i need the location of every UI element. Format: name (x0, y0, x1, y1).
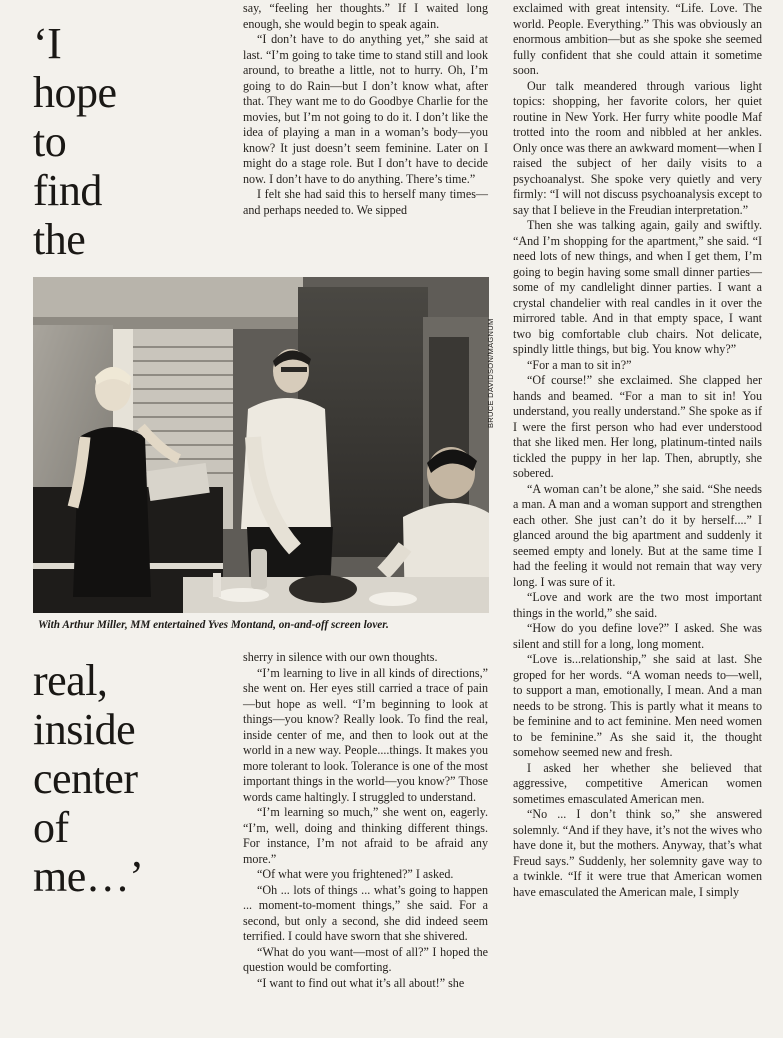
paragraph: “Love and work are the two most important things in the world,” she said. (513, 590, 762, 620)
pull-quote-line: the (33, 215, 86, 264)
pull-quote-line: hope (33, 68, 117, 117)
paragraph: “A woman can’t be alone,” she said. “She needs a man. A man and a woman support and strengthen each other. She just can’t do it by herself....” I glanced around the big apartment and suddenly it seemed empty and lonely. But at the same time I had the feeling it would not remain that way very long. I was sure of it. (513, 481, 762, 589)
photo-credit: BRUCE DAVIDSON/MAGNUM (486, 318, 495, 428)
paragraph: “Oh ... lots of things ... what’s going to happen ... moment-to-moment things,” she said. For a second, but only a second, she did indeed seem terrified. I could have sworn that she shivered. (243, 882, 488, 943)
paragraph: “No ... I don’t think so,” she answered solemnly. “And if they have, it’s not the wives who have done it, but the mothers. Anyway, that’s what Freud says.” Suddenly, her solemnity gave way to a twinkle. “If it were true that American women have emasculated the American male, I simply (513, 807, 762, 899)
paragraph: “I’m learning to live in all kinds of directions,” she went on. Her eyes still carried a trace of pain—but hope as well. “I’m beginning to look at things—you know? Really look. To find the real, inside center of me, and then to look out at the world in a new way. People....things. It makes you more tolerant to look. Tolerance is one of the most important things in the world—you know?” Those words came haltingly. I struggled to understand. (243, 665, 488, 804)
pull-quote-line: real, (33, 656, 108, 705)
paragraph: exclaimed with great intensity. “Life. Love. The world. People. Everything.” This was obviously an enormous ambition—but as she spoke she seemed fully confident that she could attain it sometime soon. (513, 1, 762, 77)
article-column-center-top (243, 1, 488, 218)
pull-quote-line: find (33, 166, 102, 215)
article-column-right (513, 1, 762, 900)
paragraph: “Love is...relationship,” she said at last. She groped for her words. “A woman needs to—well, to support a man, emotionally, I mean. And a man needs to be strong. This is partly what it means to be feminine and to act feminine. Men need women to be feminine.” As she said it, the thought somehow seemed new and fresh. (513, 652, 762, 759)
pull-quote-line: inside (33, 705, 136, 754)
pull-quote-line: me…’ (33, 852, 144, 901)
paragraph: “I don’t have to do anything yet,” she said at last. “I’m going to take time to stand still and look around, to breathe a little, not to hurry. Oh, I’m going to do Rain—but I don’t know what, after that. They want me to do Goodbye Charlie for the movies, but I’m not going to do it. I don’t like the idea of playing a man in a woman’s body—you know? It just doesn’t seem feminine. Later on I might do a stage role. But I don’t have to decide now. I don’t have to do anything. There’s time.” (243, 32, 488, 186)
paragraph: Then she was talking again, gaily and swiftly. “And I’m shopping for the apartment,” she said. “I need lots of new things, and when I get them, I’m going to begin having some small dinner parties—some of my candlelight dinner parties. I want a crystal chandelier with real candles in it over the mirrored table. And in that empty space, I want two big comfortable club chairs. Not delicate, spindly little things, but big. You know why?” (513, 218, 762, 356)
photo-caption: With Arthur Miller, MM entertained Yves Montand, on-and-off screen lover. (38, 619, 389, 631)
paragraph: “For a man to sit in?” (527, 357, 632, 372)
paragraph: Our talk meandered through various light topics: shopping, her favorite colors, her quiet routine in New York. Her furry white poodle Maf trotted into the room and nibbled at her ankles. Only once was there an awkward moment—when I raised the subject of her daily visits to a psychoanalyst. She spoke very quietly and very firmly: “I will not discuss psychoanalysis except to say that I believe in the Freudian interpretation.” (513, 78, 762, 217)
paragraph: “What do you want—most of all?” I hoped the question would be comforting. (243, 944, 488, 974)
paragraph: say, “feeling her thoughts.” If I waited long enough, she would begin to speak again. (243, 1, 488, 31)
pull-quote-line: center (33, 754, 138, 803)
paragraph: “I’m learning so much,” she went on, eagerly. “I’m, well, doing and thinking different things. For instance, I’m not afraid to be afraid any more.” (243, 805, 488, 866)
photo-illustration (33, 277, 489, 613)
pull-quote-line: ‘I (33, 19, 62, 68)
paragraph: “I want to find out what it’s all about!” she (257, 975, 465, 990)
paragraph: “Of course!” she exclaimed. She clapped her hands and beamed. “For a man to sit in! You understand, you really understand.” She spoke as if I were the first person who had ever understood that she liked men. Her long, platinum-tinted nails tickled the puppy in her lap. Then, abruptly, she sobered. (513, 373, 762, 480)
photograph (33, 277, 489, 613)
paragraph: I asked her whether she believed that aggressive, competitive American women sometimes emasculated American men. (513, 760, 762, 806)
paragraph: I felt she had said this to herself many times—and perhaps needed to. We sipped (243, 187, 488, 217)
pull-quote-line: of (33, 803, 69, 852)
pull-quote-line: to (33, 117, 67, 166)
article-column-center-bottom (243, 650, 488, 991)
paragraph: “How do you define love?” I asked. She was silent and still for a long, long moment. (513, 621, 762, 651)
paragraph: “Of what were you frightened?” I asked. (257, 867, 454, 881)
pull-quote-bottom (33, 656, 143, 901)
paragraph: sherry in silence with our own thoughts. (243, 650, 438, 664)
pull-quote-top (33, 19, 117, 264)
